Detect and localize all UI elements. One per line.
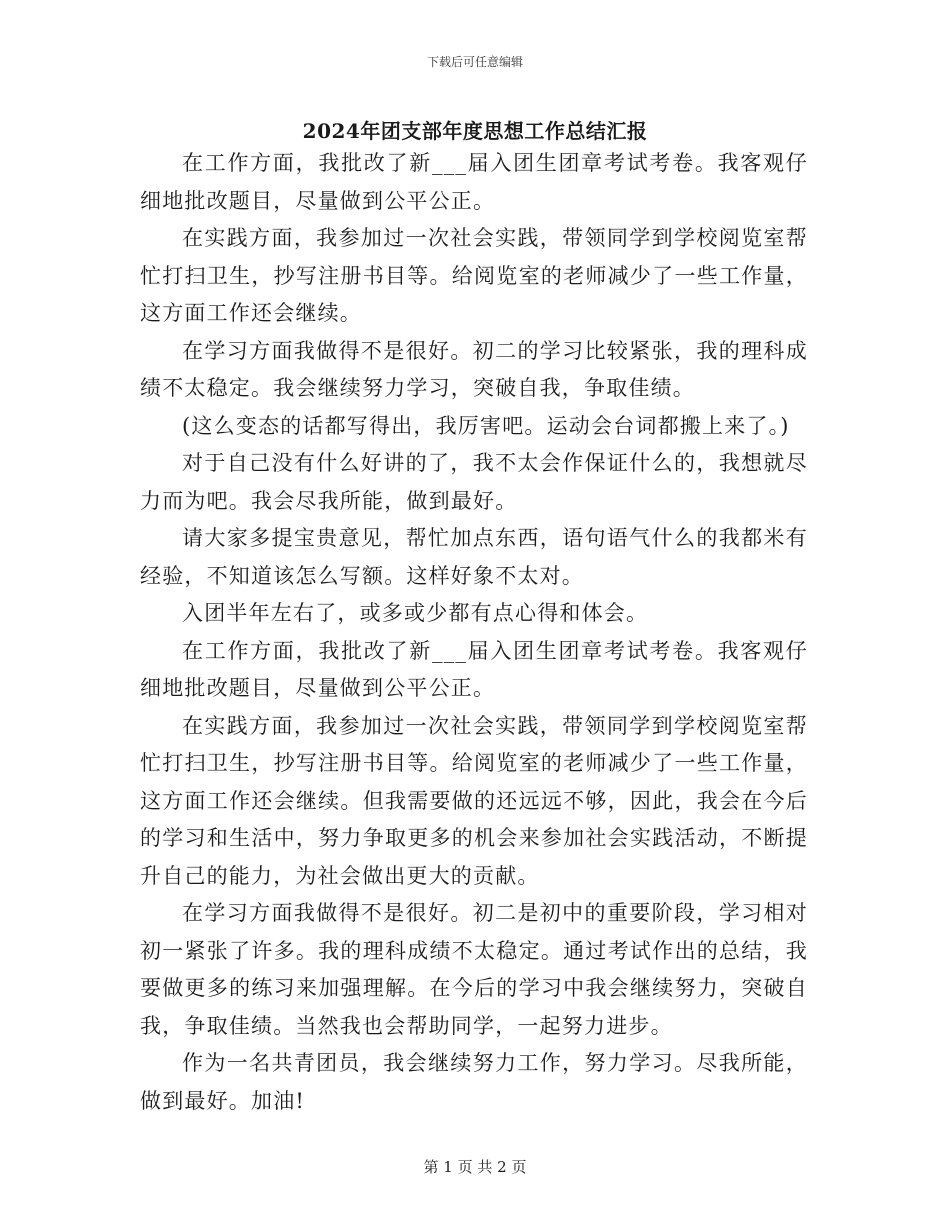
paragraph: 在工作方面，我批改了新___届入团生团章考试考卷。我客观仔细地批改题目，尽量做到公平公正。 [140,638,808,700]
paragraph: 在实践方面，我参加过一次社会实践，带领同学到学校阅览室帮忙打扫卫生，抄写注册书目等。给阅览室的老师减少了一些工作量，这方面工作还会继续。但我需要做的还远远不够，因此，我会在今后的学习和生活中，努力争取更多的机会来参加社会实践活动，不断提升自己的能力，为社会做出更大的贡献。 [140,713,808,888]
paragraph: 在工作方面，我批改了新___届入团生团章考试考卷。我客观仔细地批改题目，尽量做到公平公正。 [140,151,808,213]
page-header-note: 下载后可任意编辑 [426,55,523,69]
document-body [140,145,808,1120]
paragraph: 入团半年左右了，或多或少都有点心得和体会。 [182,601,649,625]
paragraph: 在实践方面，我参加过一次社会实践，带领同学到学校阅览室帮忙打扫卫生，抄写注册书目等。给阅览室的老师减少了一些工作量，这方面工作还会继续。 [140,226,808,325]
paragraph: (这么变态的话都写得出，我厉害吧。运动会台词都搬上来了。) [182,413,790,438]
paragraph: 请大家多提宝贵意见，帮忙加点东西，语句语气什么的我都米有经验，不知道该怎么写额。这样好象不太对。 [140,526,808,588]
paragraph: 作为一名共青团员，我会继续努力工作，努力学习。尽我所能，做到最好。加油! [140,1051,808,1113]
page-number: 第 1 页 共 2 页 [423,1158,527,1176]
paragraph: 在学习方面我做得不是很好。初二的学习比较紧张，我的理科成绩不太稳定。我会继续努力学习，突破自我，争取佳绩。 [140,338,808,400]
paragraph: 对于自己没有什么好讲的了，我不太会作保证什么的，我想就尽力而为吧。我会尽我所能，做到最好。 [140,451,808,513]
paragraph: 在学习方面我做得不是很好。初二是初中的重要阶段，学习相对初一紧张了许多。我的理科成绩不太稳定。通过考试作出的总结，我要做更多的练习来加强理解。在今后的学习中我会继续努力，突破自我，争取佳绩。当然我也会帮助同学，一起努力进步。 [140,901,808,1038]
document-title: 2024年团支部年度思想工作总结汇报 [302,119,648,143]
